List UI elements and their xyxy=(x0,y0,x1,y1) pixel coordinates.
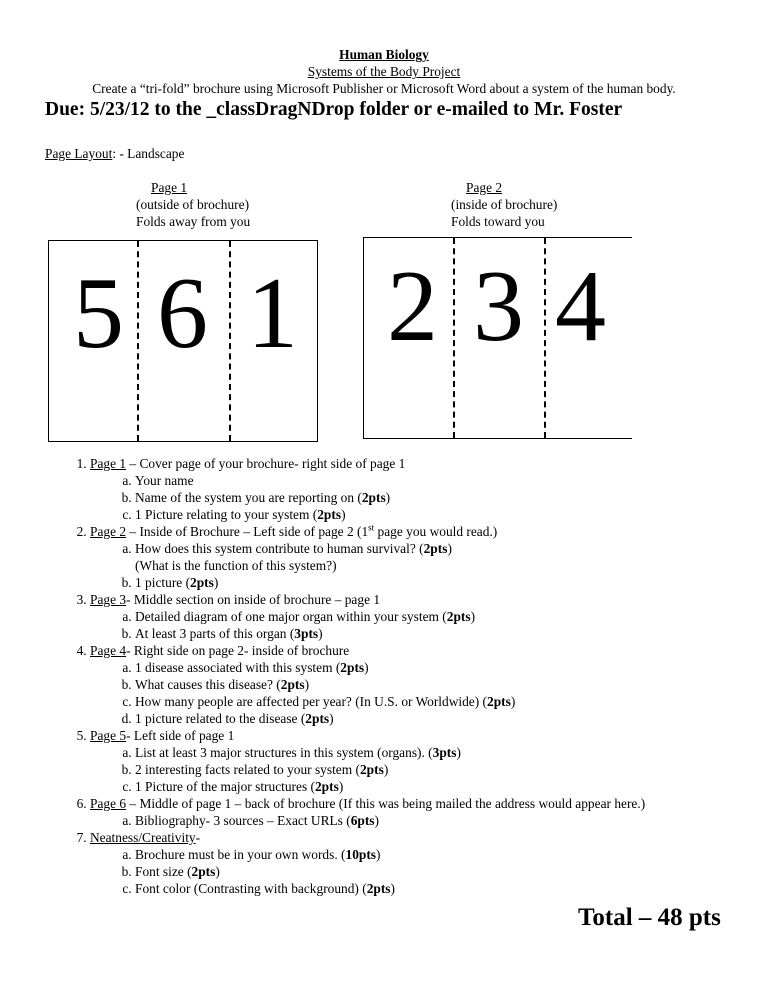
page1-desc: (outside of brochure) xyxy=(136,197,250,212)
sub-end: ) xyxy=(374,813,379,828)
panel-number: 1 xyxy=(247,257,298,370)
points: 2pts xyxy=(487,694,511,709)
panel-number: 6 xyxy=(157,257,208,370)
list-item xyxy=(90,642,768,727)
sub-end: ) xyxy=(338,779,344,794)
sub-end: ) xyxy=(215,864,220,879)
sub-text: At least 3 parts of this organ ( xyxy=(135,626,295,641)
item-text: - xyxy=(195,830,201,845)
page1-heading xyxy=(136,179,250,230)
list-item xyxy=(135,625,768,642)
item-label: Page 3 xyxy=(90,592,127,607)
sub-text: Bibliography- 3 sources – Exact URLs ( xyxy=(135,813,351,828)
sub-text: Font size ( xyxy=(135,864,192,879)
item-text: - Right side on page 2- inside of brochure xyxy=(126,643,350,658)
list-item xyxy=(135,506,768,523)
sub-text: 1 picture related to the disease ( xyxy=(135,711,306,726)
points: 2pts xyxy=(366,881,391,896)
item-text: - Left side of page 1 xyxy=(126,728,235,743)
sub-text: Detailed diagram of one major organ within your system ( xyxy=(135,609,447,624)
list-item xyxy=(135,710,768,727)
panel-number: 5 xyxy=(73,257,124,370)
requirements-list xyxy=(45,455,768,897)
list-item xyxy=(135,676,768,693)
points: 10pts xyxy=(345,847,377,862)
sub-end: ) xyxy=(510,694,516,709)
sub-end: ) xyxy=(341,507,346,522)
page2-desc: (inside of brochure) xyxy=(451,197,558,212)
list-item xyxy=(135,863,768,880)
due-date: Due: 5/23/12 to the _classDragNDrop folder or e-mailed to Mr. Foster xyxy=(45,99,623,120)
item-text: - Middle section on inside of brochure – page 1 xyxy=(126,592,381,607)
list-item xyxy=(135,574,768,591)
sub-end: ) xyxy=(390,881,395,896)
sub-text: Brochure must be in your own words. ( xyxy=(135,847,346,862)
list-item xyxy=(135,472,768,489)
points: 2pts xyxy=(314,779,339,794)
points: 6pts xyxy=(350,813,375,828)
fold-line xyxy=(137,241,139,441)
list-item xyxy=(90,455,768,523)
points: 3pts xyxy=(294,626,319,641)
sub-end: ) xyxy=(304,677,310,692)
sub-end: ) xyxy=(329,711,334,726)
page2-fold: Folds toward you xyxy=(451,214,545,229)
sub-text: Name of the system you are reporting on ( xyxy=(135,490,362,505)
panel-number: 2 xyxy=(387,250,438,363)
points: 2pts xyxy=(340,660,365,675)
fold-line xyxy=(544,238,546,438)
item-label: Neatness/Creativity xyxy=(90,830,196,845)
item-text: – Cover page of your brochure- right side of page 1 xyxy=(126,456,406,471)
item-text: page you would read.) xyxy=(374,524,498,539)
list-item xyxy=(135,778,768,795)
fold-line xyxy=(229,241,231,441)
sub-end: ) xyxy=(376,847,381,862)
sub-text: Your name xyxy=(135,473,194,488)
points: 2pts xyxy=(280,677,305,692)
list-item xyxy=(90,523,768,591)
item-label: Page 6 xyxy=(90,796,127,811)
page1-fold: Folds away from you xyxy=(136,214,251,229)
sub-text: 1 Picture of the major structures ( xyxy=(135,779,315,794)
item-text: – Inside of Brochure – Left side of page 2 (1 xyxy=(126,524,369,539)
page2-title: Page 2 xyxy=(466,180,503,195)
page1-title: Page 1 xyxy=(151,180,188,195)
list-item xyxy=(135,540,768,574)
list-item xyxy=(135,608,768,625)
points: 2pts xyxy=(191,864,216,879)
points: 2pts xyxy=(305,711,330,726)
sub-text: What causes this disease? ( xyxy=(135,677,281,692)
sub-end: ) xyxy=(470,609,476,624)
sub-end: ) xyxy=(456,745,461,760)
panel-number: 3 xyxy=(473,250,524,363)
list-item xyxy=(135,761,768,778)
total-points: Total – 48 pts xyxy=(578,904,721,931)
list-item xyxy=(135,744,768,761)
item-label: Page 5 xyxy=(90,728,127,743)
points: 3pts xyxy=(432,745,457,760)
list-item xyxy=(135,693,768,710)
item-label: Page 2 xyxy=(90,524,127,539)
list-item xyxy=(135,812,768,829)
sub-text: How many people are affected per year? (In U.S. or Worldwide) ( xyxy=(135,694,488,709)
sub-end: ) xyxy=(318,626,323,641)
page2-diagram xyxy=(363,237,632,439)
item-label: Page 1 xyxy=(90,456,127,471)
item-text: – Middle of page 1 – back of brochure (If this was being mailed the address would appear here.) xyxy=(126,796,646,811)
list-item xyxy=(90,727,768,795)
list-item xyxy=(135,846,768,863)
sub-continuation: (What is the function of this system?) xyxy=(135,558,337,573)
points: 2pts xyxy=(317,507,342,522)
points: 2pts xyxy=(361,490,386,505)
points: 2pts xyxy=(446,609,471,624)
course-title: Human Biology xyxy=(339,47,429,62)
instruction-text: Create a “tri-fold” brochure using Microsoft Publisher or Microsoft Word about a system of the human body. xyxy=(92,81,676,96)
list-item xyxy=(90,591,768,642)
sub-text: 1 disease associated with this system ( xyxy=(135,660,341,675)
sub-end: ) xyxy=(385,490,391,505)
page-layout xyxy=(45,145,184,162)
sub-end: ) xyxy=(364,660,369,675)
points: 2pts xyxy=(423,541,448,556)
superscript: st xyxy=(368,522,375,533)
list-item xyxy=(135,489,768,506)
layout-value: : - Landscape xyxy=(112,146,185,161)
page1-diagram xyxy=(48,240,318,442)
list-item xyxy=(135,880,768,897)
fold-line xyxy=(453,238,455,438)
sub-text: List at least 3 major structures in this system (organs). ( xyxy=(135,745,433,760)
list-item xyxy=(90,795,768,829)
sub-end: ) xyxy=(383,762,389,777)
sub-text: 2 interesting facts related to your system ( xyxy=(135,762,360,777)
item-label: Page 4 xyxy=(90,643,127,658)
sub-text: How does this system contribute to human survival? ( xyxy=(135,541,424,556)
sub-text: 1 picture ( xyxy=(135,575,191,590)
layout-label: Page Layout xyxy=(45,146,113,161)
sub-text: 1 Picture relating to your system ( xyxy=(135,507,318,522)
sub-text: Font color (Contrasting with background) ( xyxy=(135,881,367,896)
page2-heading xyxy=(451,179,557,230)
list-item xyxy=(90,829,768,897)
points: 2pts xyxy=(359,762,384,777)
project-title: Systems of the Body Project xyxy=(307,64,461,79)
points: 2pts xyxy=(190,575,214,590)
sub-end: ) xyxy=(213,575,219,590)
panel-number: 4 xyxy=(555,250,606,363)
sub-end: ) xyxy=(447,541,452,556)
list-item xyxy=(135,659,768,676)
